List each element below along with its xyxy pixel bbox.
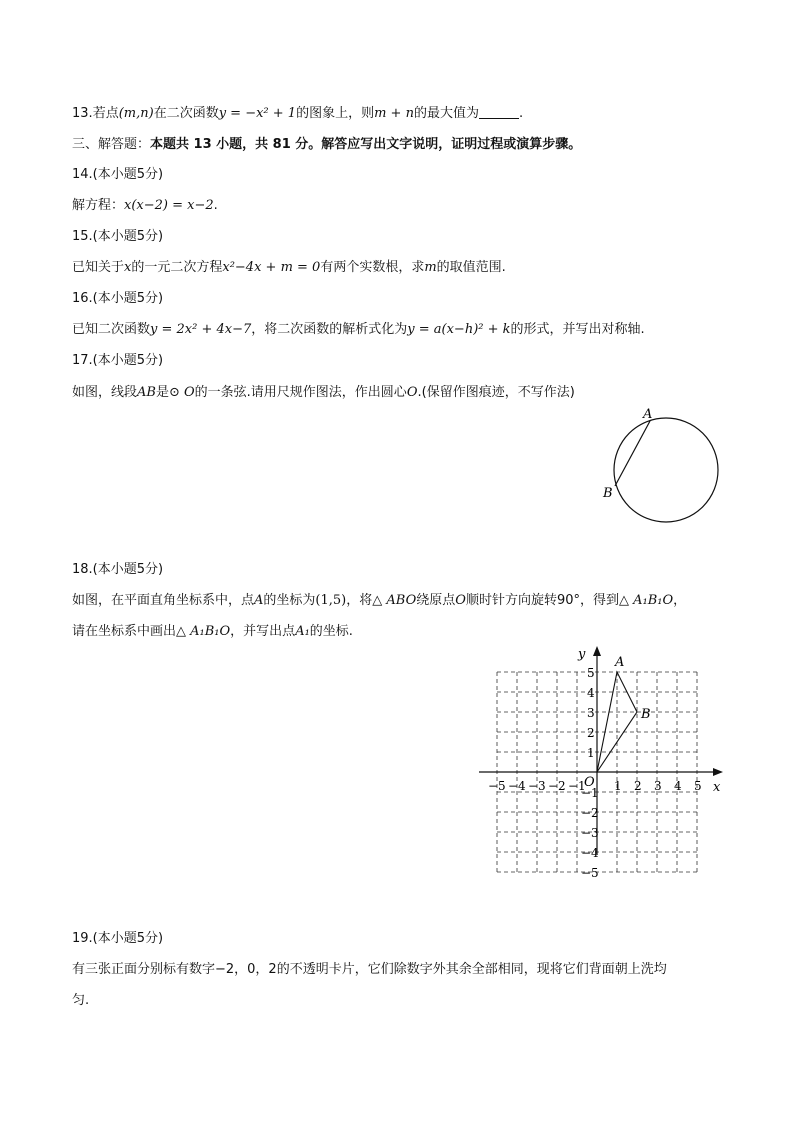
- x-tick-label: 3: [654, 779, 662, 793]
- question-13: 13.若点(m,n)在二次函数y = −x² + 1的图象上，则m + n的最大值为 .: [72, 106, 524, 121]
- y-axis-arrow: [593, 646, 601, 656]
- x-tick-label: −2: [548, 779, 566, 793]
- y-axis-label: y: [578, 647, 586, 662]
- question-18-body-1: 如图，在平面直角坐标系中，点A的坐标为(1,5)，将△ ABO绕原点O顺时针方向旋转90°，得到△ A₁B₁O，: [72, 593, 687, 608]
- x-tick-label: 2: [634, 779, 642, 793]
- question-17-body: 如图，线段AB是⊙ O的一条弦.请用尺规作图法，作出圆心O.(保留作图痕迹，不写作法): [72, 385, 575, 400]
- x-axis-arrow: [713, 768, 723, 776]
- x-tick-label: −3: [528, 779, 546, 793]
- circle-figure: [595, 402, 730, 532]
- x-tick-label: −1: [568, 779, 586, 793]
- x-tick-label: −5: [488, 779, 506, 793]
- question-15-body: 已知关于x的一元二次方程x²−4x + m = 0有两个实数根，求m的取值范围.: [72, 260, 506, 275]
- question-17-header: 17.(本小题5分): [72, 353, 164, 368]
- y-tick-label: 4: [587, 686, 595, 700]
- label-a: A: [643, 407, 653, 422]
- x-axis-label: x: [713, 780, 721, 795]
- question-16-header: 16.(本小题5分): [72, 291, 164, 306]
- coordinate-plane: [470, 640, 730, 900]
- point-label-a: A: [615, 655, 625, 670]
- y-tick-label: 3: [587, 706, 595, 720]
- x-tick-label: −4: [508, 779, 526, 793]
- question-18-body-2: 请在坐标系中画出△ A₁B₁O，并写出点A₁的坐标.: [72, 624, 353, 639]
- y-tick-label: 1: [587, 746, 595, 760]
- y-tick-label: 5: [587, 666, 595, 680]
- y-tick-label: 2: [587, 726, 595, 740]
- origin-label: O: [584, 775, 595, 790]
- y-tick-label: −5: [581, 866, 599, 880]
- question-19-body-2: 匀.: [72, 993, 90, 1008]
- x-tick-label: 5: [694, 779, 702, 793]
- y-tick-label: −3: [581, 826, 599, 840]
- x-tick-label: 1: [614, 779, 622, 793]
- label-b: B: [603, 486, 613, 501]
- question-14-header: 14.(本小题5分): [72, 167, 164, 182]
- y-tick-label: −4: [581, 846, 599, 860]
- answer-blank[interactable]: [479, 106, 519, 119]
- section-3-heading: 三、解答题：本题共 13 小题，共 81 分。解答应写出文字说明，证明过程或演算步骤。: [72, 137, 582, 152]
- y-tick-label: −1: [581, 786, 599, 800]
- question-19-header: 19.(本小题5分): [72, 931, 164, 946]
- circle-o: [614, 418, 718, 522]
- question-19-body-1: 有三张正面分别标有数字−2，0，2的不透明卡片，它们除数字外其余全部相同，现将它们背面朝上洗均: [72, 962, 667, 977]
- question-16-body: 已知二次函数y = 2x² + 4x−7，将二次函数的解析式化为y = a(x−h)² + k的形式，并写出对称轴.: [72, 322, 645, 337]
- question-14-body: 解方程：x(x−2) = x−2.: [72, 198, 218, 213]
- point-label-b: B: [641, 707, 651, 722]
- x-tick-label: 4: [674, 779, 682, 793]
- y-tick-label: −2: [581, 806, 599, 820]
- question-15-header: 15.(本小题5分): [72, 229, 164, 244]
- question-18-header: 18.(本小题5分): [72, 562, 164, 577]
